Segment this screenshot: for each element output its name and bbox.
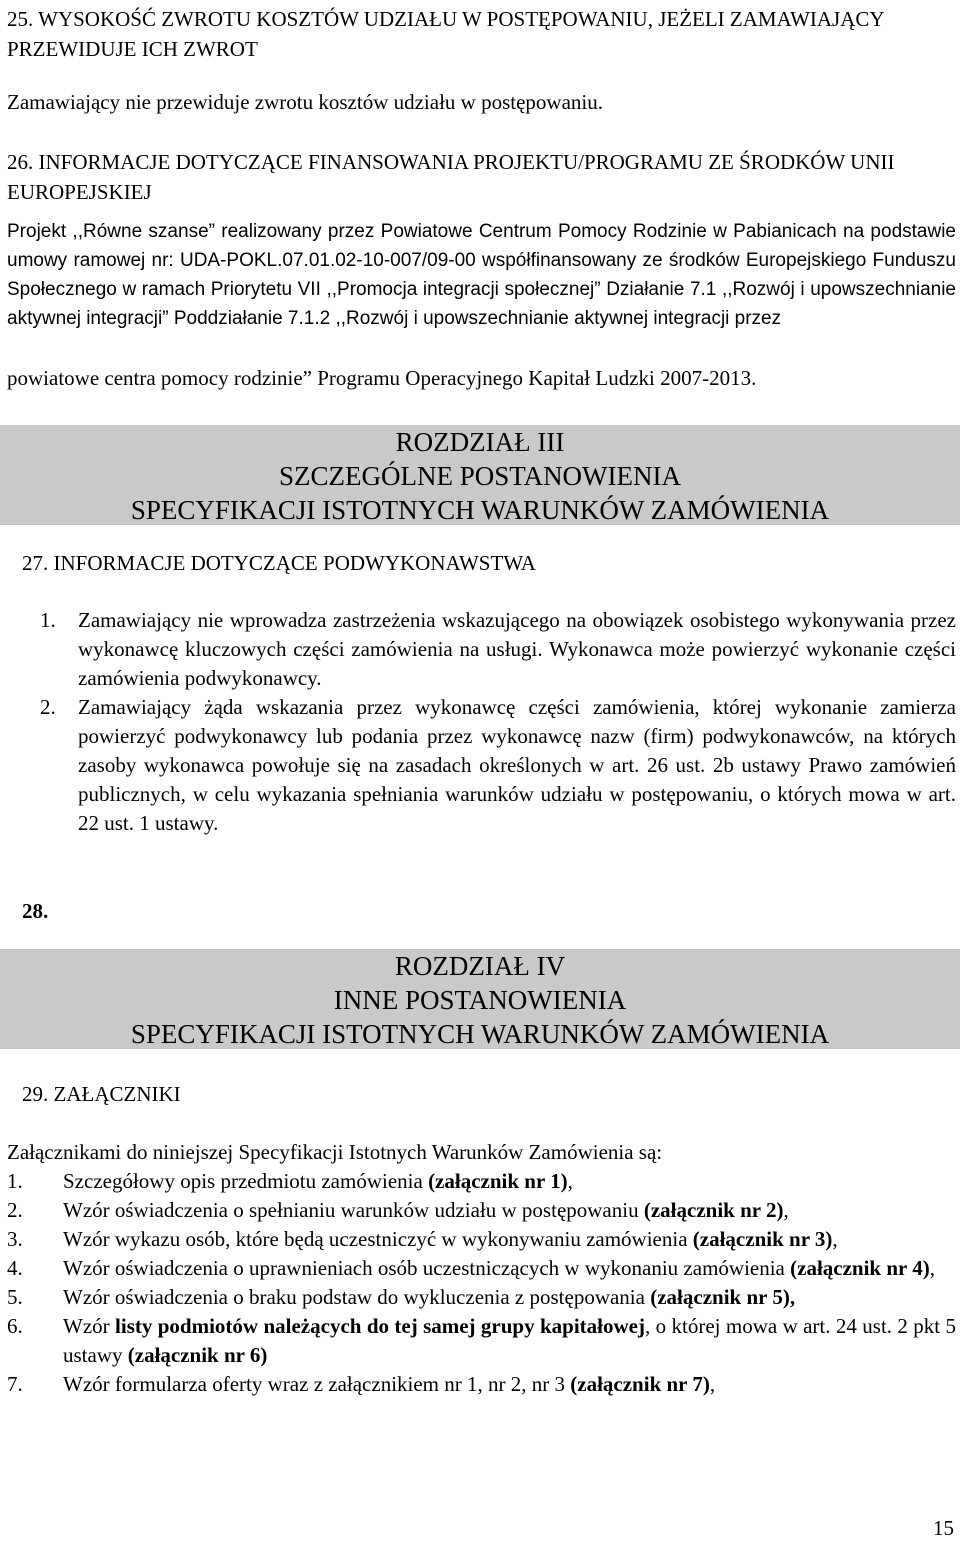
- item-text: Wzór oświadczenia o braku podstaw do wykluczenia z postępowania (załącznik nr 5),: [63, 1285, 796, 1309]
- chapter-subtitle: SPECYFIKACJI ISTOTNYCH WARUNKÓW ZAMÓWIENIA: [130, 495, 830, 525]
- section-25-text: Zamawiający nie przewiduje zwrotu kosztów udziału w postępowaniu.: [7, 90, 603, 114]
- item-text: Zamawiający żąda wskazania przez wykonawcę części zamówienia, której wykonanie zamierza powierzyć podwykonawcy lub podania przez wykonawcę nazw (firm) podwykonawców, na których zasoby wykonawca powołuje się na zasadach określonych w art. 26 ust. 2b ustawy Prawo zamówień publicznych, w celu wykazania spełniania warunków udziału w postępowaniu, o których mowa w art. 22 ust. 1 ustawy.: [78, 695, 956, 835]
- item-number: 4.: [7, 1256, 23, 1280]
- section-number: 29.: [22, 1082, 49, 1106]
- item-number: 2.: [7, 1198, 23, 1222]
- item-number: 1.: [7, 1169, 23, 1193]
- item-text: Wzór wykazu osób, które będą uczestniczyć w wykonywaniu zamówienia (załącznik nr 3),: [63, 1227, 838, 1251]
- page-number: 15: [933, 1516, 954, 1540]
- section-26-paragraph: [7, 217, 956, 333]
- item-number: 7.: [7, 1372, 23, 1396]
- section-title: ZAŁĄCZNIKI: [53, 1082, 181, 1106]
- list-item: [40, 693, 956, 838]
- section-number: 27.: [22, 551, 49, 575]
- list-item: [7, 1225, 956, 1254]
- item-text: Wzór oświadczenia o uprawnieniach osób uczestniczących w wykonaniu zamówienia (załącznik nr 4),: [63, 1256, 935, 1280]
- chapter-3-banner: [0, 425, 960, 525]
- section-26-heading: [7, 147, 956, 207]
- section-28-heading: [22, 896, 956, 926]
- list-item: [7, 1254, 956, 1283]
- item-text: Szczegółowy opis przedmiotu zamówienia (załącznik nr 1),: [63, 1169, 573, 1193]
- list-item: [7, 1196, 956, 1225]
- chapter-title: SZCZEGÓLNE POSTANOWIENIA: [278, 461, 682, 491]
- section-27-heading: [22, 548, 956, 578]
- chapter-subtitle: SPECYFIKACJI ISTOTNYCH WARUNKÓW ZAMÓWIENIA: [130, 1019, 830, 1049]
- section-27-list: [40, 606, 956, 838]
- section-number: 26.: [7, 150, 34, 174]
- section-29-heading: [22, 1079, 956, 1109]
- attachments-intro: Załącznikami do niniejszej Specyfikacji Istotnych Warunków Zamówienia są:: [7, 1140, 663, 1164]
- chapter-4-banner: [0, 949, 960, 1049]
- section-25-heading: [7, 4, 956, 64]
- section-number: 25.: [7, 7, 34, 31]
- item-text: Wzór formularza oferty wraz z załącznikiem nr 1, nr 2, nr 3 (załącznik nr 7),: [63, 1372, 716, 1396]
- item-number: 3.: [7, 1227, 23, 1251]
- item-number: 2.: [40, 695, 56, 719]
- section-26-paragraph-end: powiatowe centra pomocy rodzinie” Programu Operacyjnego Kapitał Ludzki 2007-2013.: [7, 366, 757, 390]
- list-item: [40, 606, 956, 693]
- section-title: WYSOKOŚĆ ZWROTU KOSZTÓW UDZIAŁU W POSTĘPOWANIU, JEŻELI ZAMAWIAJĄCY PRZEWIDUJE ICH ZWROT: [7, 7, 884, 61]
- paragraph-body: Projekt ,,Równe szanse” realizowany przez Powiatowe Centrum Pomocy Rodzinie w Pabianicach na podstawie umowy ramowej nr: UDA-POKL.07.01.02-10-007/09-00 współfinansowany ze środków Europejskiego Funduszu Społecznego w ramach Priorytetu VII ,,Promocja integracji społecznej” Działanie 7.1 ,,Rozwój i upowszechnianie aktywnej integracji” Poddziałanie 7.1.2 ,,Rozwój i upowszechnianie aktywnej integracji przez: [7, 221, 956, 329]
- chapter-title: INNE POSTANOWIENIA: [333, 985, 627, 1015]
- list-item: [7, 1370, 956, 1399]
- item-number: 6.: [7, 1314, 23, 1338]
- section-number: 28.: [22, 899, 49, 923]
- list-item: [7, 1283, 956, 1312]
- attachments-list: [7, 1167, 956, 1399]
- item-text: Zamawiający nie wprowadza zastrzeżenia wskazującego na obowiązek osobistego wykonywania przez wykonawcę kluczowych części zamówienia na usługi. Wykonawca może powierzyć wykonanie części zamówienia podwykonawcy.: [78, 608, 956, 690]
- section-title: INFORMACJE DOTYCZĄCE FINANSOWANIA PROJEKTU/PROGRAMU ZE ŚRODKÓW UNII EUROPEJSKIEJ: [7, 150, 895, 204]
- list-item: [7, 1167, 956, 1196]
- section-title: INFORMACJE DOTYCZĄCE PODWYKONAWSTWA: [53, 551, 536, 575]
- list-item: [7, 1312, 956, 1370]
- item-text: Wzór oświadczenia o spełnianiu warunków udziału w postępowaniu (załącznik nr 2),: [63, 1198, 789, 1222]
- chapter-number: ROZDZIAŁ III: [395, 427, 565, 457]
- item-number: 1.: [40, 608, 56, 632]
- item-number: 5.: [7, 1285, 23, 1309]
- item-text: Wzór listy podmiotów należących do tej samej grupy kapitałowej, o której mowa w art. 24 ust. 2 pkt 5 ustawy (załącznik nr 6): [63, 1314, 957, 1367]
- chapter-number: ROZDZIAŁ IV: [394, 951, 566, 981]
